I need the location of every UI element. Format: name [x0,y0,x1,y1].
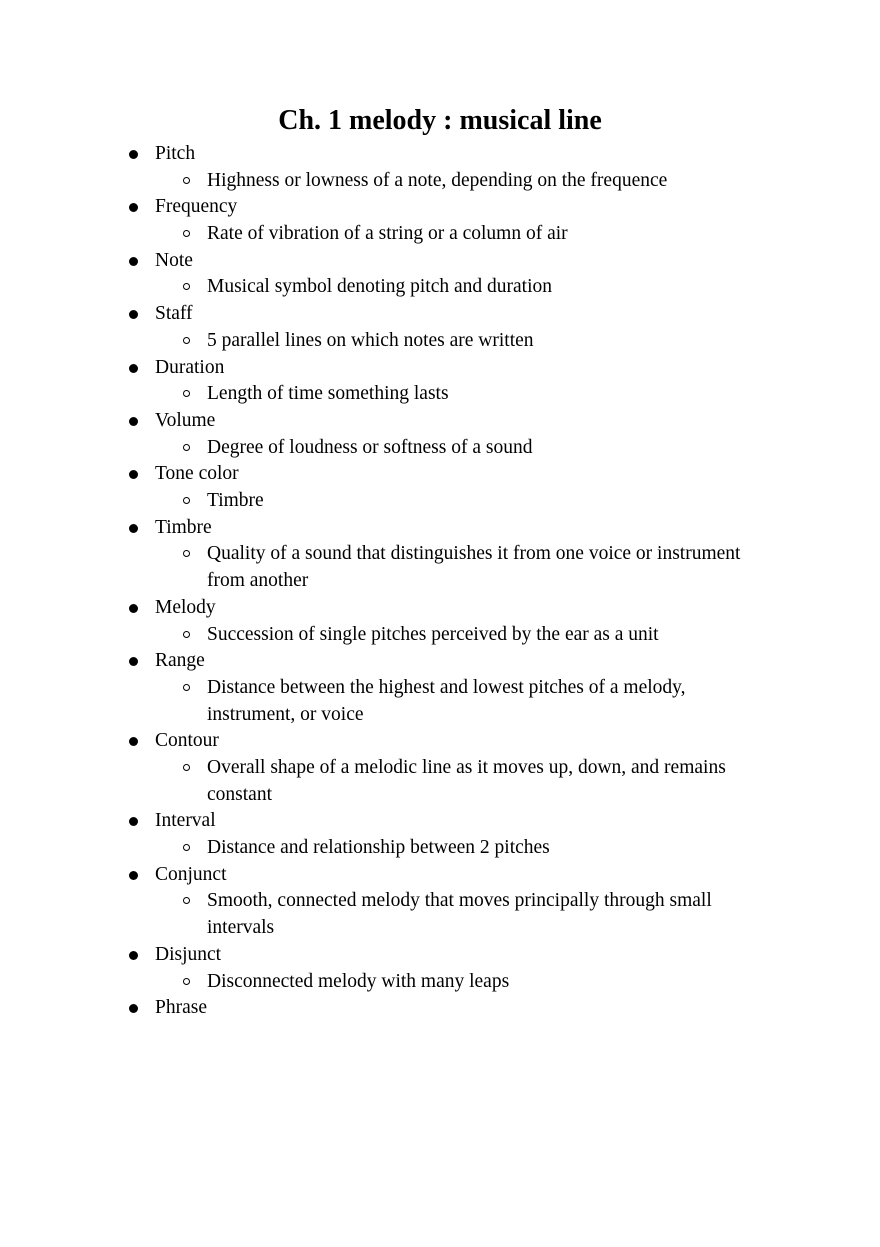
definition-list [0,381,880,408]
hollow-bullet-icon [183,550,190,557]
definition-item [0,381,767,408]
term-line [0,862,880,889]
hollow-bullet-icon [183,337,190,344]
definition-text: Smooth, connected melody that moves principally through small intervals [207,890,712,939]
definition-list [0,755,880,808]
definition-item [0,622,767,649]
definition-list [0,888,880,941]
term-item [0,515,880,595]
page-title: Ch. 1 melody : musical line [278,105,602,136]
term-label: Staff [155,303,193,325]
definition-item [0,835,767,862]
term-item [0,248,880,301]
term-label: Contour [155,730,219,752]
bullet-icon [129,817,138,826]
definition-list [0,622,880,649]
term-line [0,942,880,969]
term-line [0,408,880,435]
bullet-icon [129,257,138,266]
bullet-icon [129,657,138,666]
term-line [0,248,880,275]
bullet-icon [129,604,138,613]
definition-text: Rate of vibration of a string or a column of air [207,223,568,245]
definition-item [0,969,767,996]
definition-text: Distance between the highest and lowest pitches of a melody, instrument, or voice [207,676,686,725]
term-item [0,141,880,194]
definition-list [0,835,880,862]
definition-item [0,888,767,941]
term-label: Phrase [155,997,207,1019]
hollow-bullet-icon [183,444,190,451]
term-line [0,648,880,675]
hollow-bullet-icon [183,230,190,237]
definition-list [0,675,880,728]
term-item [0,808,880,861]
term-item [0,194,880,247]
bullet-icon [129,203,138,212]
term-item [0,408,880,461]
term-item [0,355,880,408]
term-item [0,461,880,514]
term-line [0,355,880,382]
definition-text: Disconnected melody with many leaps [207,970,510,992]
term-item [0,595,880,648]
definition-item [0,274,767,301]
term-label: Frequency [155,196,238,218]
definition-item [0,435,767,462]
bullet-icon [129,470,138,479]
definition-text: 5 parallel lines on which notes are written [207,329,534,351]
definition-text: Timbre [207,490,264,512]
hollow-bullet-icon [183,897,190,904]
definition-list [0,488,880,515]
term-item [0,995,880,1022]
definition-item [0,675,767,728]
bullet-icon [129,1004,138,1013]
definition-text: Highness or lowness of a note, depending on the frequence [207,169,668,191]
term-label: Interval [155,810,216,832]
definition-list [0,168,880,195]
term-item [0,728,880,808]
bullet-icon [129,871,138,880]
definition-text: Length of time something lasts [207,383,449,405]
term-line [0,728,880,755]
term-label: Conjunct [155,863,227,885]
term-item [0,942,880,995]
term-list [0,141,880,1022]
term-line [0,995,880,1022]
definition-list [0,435,880,462]
hollow-bullet-icon [183,497,190,504]
hollow-bullet-icon [183,978,190,985]
definition-text: Quality of a sound that distinguishes it from one voice or instrument from another [207,543,741,592]
definition-item [0,328,767,355]
hollow-bullet-icon [183,390,190,397]
definition-item [0,755,767,808]
term-line [0,808,880,835]
term-line [0,141,880,168]
bullet-icon [129,417,138,426]
definition-text: Overall shape of a melodic line as it moves up, down, and remains constant [207,757,726,805]
term-line [0,515,880,542]
term-item [0,301,880,354]
term-item [0,862,880,942]
definition-list [0,969,880,996]
hollow-bullet-icon [183,283,190,290]
bullet-icon [129,951,138,960]
term-label: Note [155,249,193,271]
term-line [0,461,880,488]
definition-list [0,541,880,594]
hollow-bullet-icon [183,631,190,638]
definition-text: Distance and relationship between 2 pitches [207,837,550,859]
term-label: Melody [155,596,216,618]
definition-list [0,221,880,248]
hollow-bullet-icon [183,177,190,184]
hollow-bullet-icon [183,764,190,771]
bullet-icon [129,737,138,746]
bullet-icon [129,150,138,159]
definition-item [0,221,767,248]
term-label: Duration [155,356,225,378]
term-line [0,194,880,221]
definition-list [0,274,880,301]
definition-text: Degree of loudness or softness of a sound [207,436,533,458]
bullet-icon [129,310,138,319]
definition-item [0,488,767,515]
definition-text: Musical symbol denoting pitch and duration [207,276,552,298]
term-line [0,595,880,622]
term-label: Timbre [155,516,212,538]
bullet-icon [129,364,138,373]
bullet-icon [129,524,138,533]
term-label: Volume [155,409,216,431]
hollow-bullet-icon [183,844,190,851]
term-label: Range [155,650,205,672]
definition-list [0,328,880,355]
term-line [0,301,880,328]
term-label: Tone color [155,463,239,485]
term-label: Pitch [155,143,196,164]
definition-item [0,541,767,594]
hollow-bullet-icon [183,684,190,691]
term-label: Disjunct [155,943,222,965]
term-item [0,648,880,728]
definition-text: Succession of single pitches perceived by the ear as a unit [207,623,659,645]
definition-item [0,168,767,195]
